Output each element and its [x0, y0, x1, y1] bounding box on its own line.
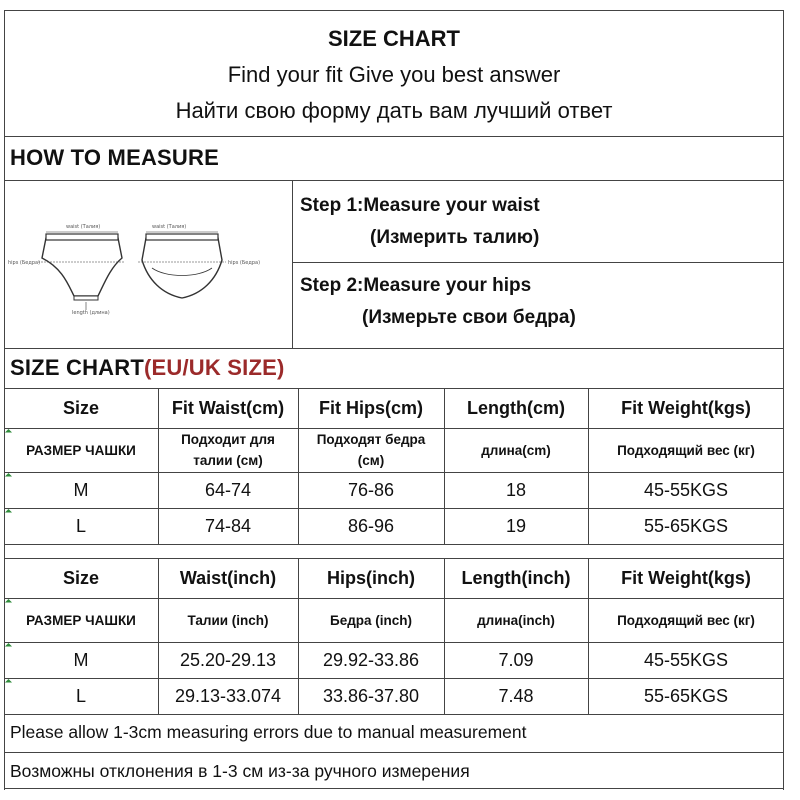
length-label: length (длина) — [72, 310, 110, 316]
table-header-cell: Length(cm) — [467, 397, 565, 418]
table-cell: M — [73, 479, 89, 500]
table-cell: 74-84 — [204, 515, 252, 536]
divider — [292, 180, 293, 348]
divider — [292, 262, 784, 263]
table-column-rule — [444, 558, 445, 714]
table-header-ru-cell: длина(inch) — [477, 612, 555, 628]
table-cell: 18 — [505, 479, 527, 500]
table-column-rule — [588, 558, 589, 714]
step-1-ru: (Измерить талию) — [370, 227, 540, 248]
measurement-diagram — [6, 188, 288, 338]
table-cell: 7.48 — [498, 685, 534, 706]
how-to-measure-heading: HOW TO MEASURE — [10, 145, 219, 170]
waist-label-back: waist (Талия) — [152, 224, 187, 230]
table-header-cell: Fit Weight(kgs) — [621, 567, 751, 588]
waist-label: waist (Талия) — [66, 224, 101, 230]
divider — [4, 136, 784, 137]
table-header-cell: Fit Waist(cm) — [171, 397, 285, 418]
table-header-cell: Length(inch) — [461, 567, 571, 588]
table-header-cell: Fit Hips(cm) — [318, 397, 423, 418]
table-cell: 45-55KGS — [643, 479, 729, 500]
page-title: SIZE CHART — [328, 26, 460, 51]
divider — [4, 788, 784, 789]
table-header-ru-cell: РАЗМЕР ЧАШКИ — [26, 442, 136, 458]
table-cell: 29.92-33.86 — [322, 649, 420, 670]
frame-top — [4, 10, 784, 11]
divider — [4, 180, 784, 181]
table-header-ru-cell: Подходящий вес (кг) — [617, 612, 755, 628]
table-column-rule — [158, 558, 159, 714]
size-chart-heading-label: SIZE CHART — [10, 355, 144, 380]
table-header-cell: Fit Weight(kgs) — [621, 397, 751, 418]
subtitle-en: Find your fit Give you best answer — [227, 62, 561, 87]
table-cell: 55-65KGS — [643, 515, 729, 536]
table-cell: 25.20-29.13 — [179, 649, 277, 670]
table-header-ru-cell: Талии (inch) — [187, 612, 269, 628]
table-column-rule — [588, 388, 589, 544]
table-column-rule — [298, 388, 299, 544]
subtitle-ru: Найти свою форму дать вам лучший ответ — [175, 98, 613, 123]
divider — [4, 752, 784, 753]
step-2-ru: (Измерьте свои бедра) — [362, 307, 576, 328]
step-2 — [300, 270, 780, 340]
measurement-note-ru: Возможны отклонения в 1-3 см из-за ручного измерения — [10, 760, 470, 781]
table-cell: M — [73, 649, 89, 670]
table-header-cell: Size — [62, 397, 100, 418]
step-1-en: Step 1:Measure your waist — [300, 195, 540, 216]
size-chart-document — [4, 10, 784, 790]
step-2-en: Step 2:Measure your hips — [300, 275, 532, 296]
size-chart-heading-region: (EU/UK SIZE) — [144, 355, 285, 380]
table-column-rule — [158, 388, 159, 544]
table-column-rule — [444, 388, 445, 544]
table-cell: 19 — [505, 515, 527, 536]
table-cell: 76-86 — [347, 479, 395, 500]
table-cell: 29.13-33.074 — [174, 685, 282, 706]
table-cell: 33.86-37.80 — [322, 685, 420, 706]
table-cell: 55-65KGS — [643, 685, 729, 706]
frame-right — [783, 10, 784, 790]
table-header-ru-cell: Подходит для талии (см) — [181, 432, 275, 468]
table-cell: 86-96 — [347, 515, 395, 536]
table-header-ru-cell: Подходящий вес (кг) — [617, 442, 755, 458]
table-cell: 64-74 — [204, 479, 252, 500]
divider — [4, 348, 784, 349]
hips-label-back: hips (Бедра) — [228, 260, 261, 266]
table-header-ru-cell: Подходят бедра (см) — [316, 432, 426, 468]
table-cell: 45-55KGS — [643, 649, 729, 670]
table-header-ru-cell: длина(cm) — [481, 442, 551, 458]
table-column-rule — [298, 558, 299, 714]
table-header-cell: Waist(inch) — [179, 567, 277, 588]
table-cell: L — [75, 515, 86, 536]
briefs-illustration-icon — [6, 188, 288, 338]
table-header-ru-cell: РАЗМЕР ЧАШКИ — [26, 612, 136, 628]
size-chart-heading — [4, 350, 784, 386]
frame-left — [4, 10, 5, 790]
table-header-cell: Hips(inch) — [327, 567, 415, 588]
step-1 — [300, 190, 780, 260]
table-rule — [4, 544, 784, 545]
table-cell: 7.09 — [498, 649, 534, 670]
hips-label: hips (Бедра) — [8, 260, 41, 266]
table-cell: L — [75, 685, 86, 706]
table-header-cell: Size — [62, 567, 100, 588]
measurement-note-en: Please allow 1-3cm measuring errors due to manual measurement — [10, 721, 527, 742]
table-header-ru-cell: Бедра (inch) — [329, 612, 413, 628]
